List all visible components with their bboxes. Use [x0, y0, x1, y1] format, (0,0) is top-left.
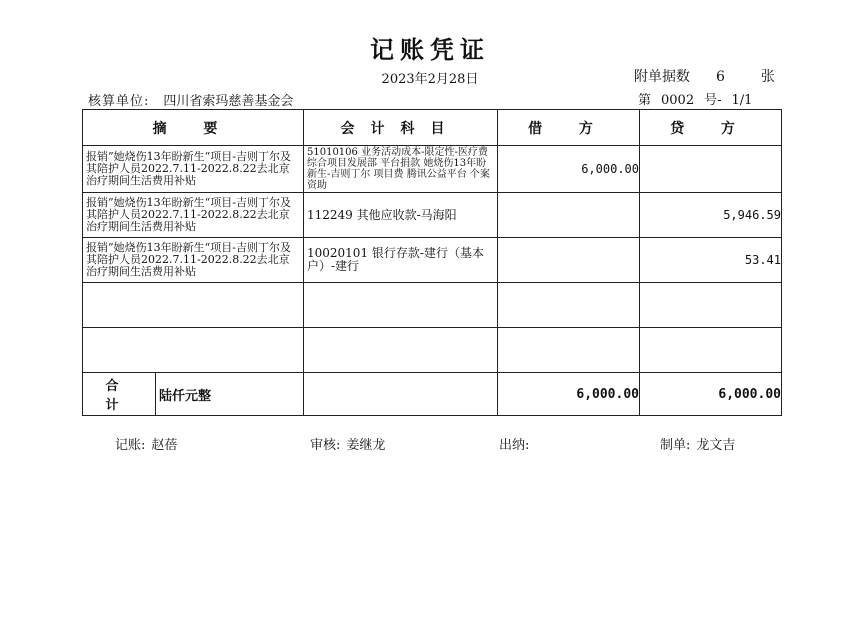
empty-row [83, 283, 782, 328]
empty-row [83, 328, 782, 373]
entry-summary: 报销”她烧伤13年盼新生“项目-吉则丁尔及其陪护人员2022.7.11-2022.8.22去北京治疗期间生活费用补贴 [86, 196, 291, 233]
voucher-suffix: 号- [704, 93, 722, 108]
voucher-number-value: 0002 [661, 93, 695, 108]
column-credit: 贷 方 [640, 110, 782, 146]
entry-debit: 6,000.00 [498, 146, 640, 193]
voucher-page: 1/1 [731, 93, 753, 108]
empty-cell [498, 328, 640, 373]
total-account-cell [304, 373, 498, 416]
entry-account-cell [304, 238, 498, 283]
preparer-signature [660, 434, 735, 453]
empty-cell [304, 283, 498, 328]
bookkeeper-signature [115, 434, 177, 453]
attachments-unit: 张 [760, 69, 775, 85]
total-row [83, 373, 782, 416]
empty-cell [83, 328, 304, 373]
entry-account-cell [304, 193, 498, 238]
entry-summary: 报销”她烧伤13年盼新生“项目-吉则丁尔及其陪护人员2022.7.11-2022.8.22去北京治疗期间生活费用补贴 [86, 150, 291, 187]
entry-summary-cell [83, 193, 304, 238]
entry-debit [498, 193, 640, 238]
empty-cell [640, 328, 782, 373]
total-cell [83, 373, 304, 416]
table-row [83, 146, 782, 193]
empty-cell [83, 283, 304, 328]
entry-account: 112249 其他应收款-马海阳 [307, 208, 457, 222]
entry-account: 51010106 业务活动成本-限定性-医疗费 综合项目发展部 平台捐款 她烧伤13年盼新生-吉则丁尔 项目费 腾讯公益平台 个案资助 [307, 147, 490, 191]
cashier-label: 出纳: [499, 438, 530, 453]
entry-summary-cell [83, 146, 304, 193]
entry-account: 10020101 银行存款-建行（基本户）-建行 [307, 246, 484, 273]
attachments-count [634, 66, 775, 86]
accounting-unit [88, 90, 293, 109]
total-credit: 6,000.00 [640, 373, 782, 416]
unit-name: 四川省索玛慈善基金会 [163, 94, 294, 109]
unit-label: 核算单位: [88, 94, 150, 109]
table-row [83, 193, 782, 238]
attachments-label: 附单据数 [634, 69, 690, 85]
entry-summary-cell [83, 238, 304, 283]
reviewer-signature [310, 434, 385, 453]
table-row [83, 238, 782, 283]
reviewer-name: 姜继龙 [346, 438, 386, 453]
entry-credit: 53.41 [640, 238, 782, 283]
attachments-number: 6 [716, 69, 725, 85]
total-label: 合 计 [83, 373, 156, 415]
cashier-signature [499, 434, 535, 453]
entry-debit [498, 238, 640, 283]
voucher-number [638, 89, 762, 108]
preparer-label: 制单: [660, 438, 691, 453]
empty-cell [640, 283, 782, 328]
reviewer-label: 审核: [310, 438, 341, 453]
voucher-prefix: 第 [638, 93, 652, 108]
column-account: 会计科目 [304, 110, 498, 146]
voucher-date: 2023年2月28日 [381, 72, 479, 87]
preparer-name: 龙文吉 [696, 438, 736, 453]
entry-account-cell [304, 146, 498, 193]
column-debit: 借 方 [498, 110, 640, 146]
entry-credit [640, 146, 782, 193]
total-debit: 6,000.00 [498, 373, 640, 416]
entry-summary: 报销”她烧伤13年盼新生“项目-吉则丁尔及其陪护人员2022.7.11-2022.8.22去北京治疗期间生活费用补贴 [86, 241, 291, 278]
bookkeeper-label: 记账: [115, 438, 146, 453]
empty-cell [498, 283, 640, 328]
voucher-title: 记账凭证 [370, 35, 490, 64]
entry-credit: 5,946.59 [640, 193, 782, 238]
column-summary: 摘 要 [83, 110, 304, 146]
empty-cell [304, 328, 498, 373]
bookkeeper-name: 赵蓓 [151, 438, 178, 453]
table-header-row [83, 110, 782, 146]
voucher-table [82, 109, 782, 416]
total-amount-in-words: 陆仟元整 [159, 388, 212, 404]
